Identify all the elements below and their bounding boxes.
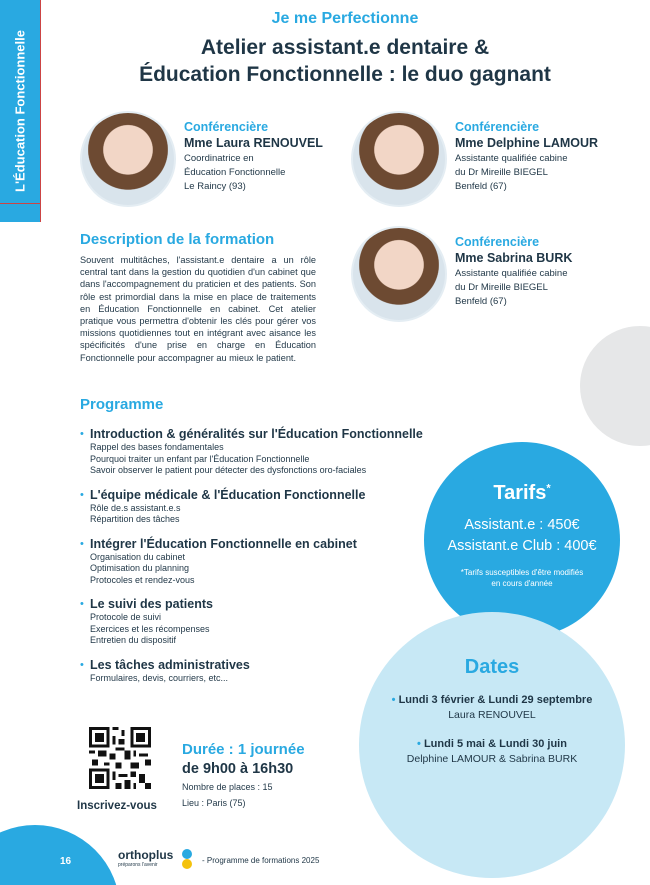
footer-text: - Programme de formations 2025 xyxy=(202,856,320,865)
dates-bubble xyxy=(359,612,625,878)
tarifs-note-line: en cours d'année xyxy=(491,579,553,588)
speaker-photo-lamour xyxy=(351,111,447,207)
programme-item-title: • Introduction & généralités sur l'Éducation Fonctionnelle xyxy=(90,427,423,441)
session-speakers: Laura RENOUVEL xyxy=(448,709,536,721)
tarifs-title: Tarifs* xyxy=(493,482,551,504)
speaker-role: Conférencière xyxy=(184,120,269,134)
speaker-detail: Éducation Fonctionnelle xyxy=(184,167,286,178)
brand-dots-icon xyxy=(178,848,196,870)
speaker-photo-burk xyxy=(351,226,447,322)
programme-sub: Optimisation du planning xyxy=(90,563,190,573)
qr-code[interactable] xyxy=(89,727,151,789)
programme-sub: Formulaires, devis, courriers, etc... xyxy=(90,672,229,683)
speaker-detail: Coordinatrice en xyxy=(184,153,254,164)
tarifs-note xyxy=(424,567,620,589)
session-date: • Lundi 3 février & Lundi 29 septembre xyxy=(391,694,593,706)
decorative-bubble xyxy=(580,326,650,446)
duration-hours: de 9h00 à 16h30 xyxy=(182,761,294,777)
session-date: • Lundi 5 mai & Lundi 30 juin xyxy=(417,738,567,750)
programme-sub: Rappel des bases fondamentales xyxy=(90,442,224,452)
speaker-burk xyxy=(455,235,572,309)
programme-sub: Exercices et les récompenses xyxy=(90,623,210,634)
programme-sub: Pourquoi traiter un enfant par l'Éducation Fonctionnelle xyxy=(90,453,310,464)
speaker-name: Mme Laura RENOUVEL xyxy=(184,136,323,150)
speaker-name: Mme Sabrina BURK xyxy=(455,251,573,265)
title-line-1: Atelier assistant.e dentaire & xyxy=(200,36,490,59)
tarifs-note-line: *Tarifs susceptibles d'être modifiés xyxy=(460,568,584,577)
tarifs-asterisk: * xyxy=(546,482,551,495)
speaker-detail: Benfeld (67) xyxy=(455,181,507,192)
description-heading: Description de la formation xyxy=(80,231,275,248)
speaker-name: Mme Delphine LAMOUR xyxy=(455,136,599,150)
programme-item xyxy=(80,426,460,477)
speaker-role: Conférencière xyxy=(455,120,540,134)
dates-title: Dates xyxy=(464,656,520,678)
programme-sub: Rôle de.s assistant.e.s xyxy=(90,502,181,513)
speaker-renouvel xyxy=(184,120,323,194)
tarifs-bubble xyxy=(424,442,620,638)
speaker-detail: Benfeld (67) xyxy=(455,296,507,307)
corner-decoration xyxy=(0,825,120,885)
programme-sub: Protocoles et rendez-vous xyxy=(90,574,195,585)
speaker-lamour xyxy=(455,120,598,194)
programme-sub: Savoir observer le patient pour détecter des dysfonctions oro-faciales xyxy=(90,465,367,475)
page-kicker: Je me Perfectionne xyxy=(271,10,419,27)
speaker-role: Conférencière xyxy=(455,235,540,249)
page-number: 16 xyxy=(60,856,72,867)
programme-item-title: • L'équipe médicale & l'Éducation Fonctionnelle xyxy=(90,487,366,502)
programme-item-title: • Intégrer l'Éducation Fonctionnelle en cabinet xyxy=(90,536,357,551)
places-count: Nombre de places : 15 xyxy=(182,782,273,792)
speaker-detail: Assistante qualifiée cabine xyxy=(455,153,568,164)
title-line-2: Éducation Fonctionnelle : le duo gagnant xyxy=(139,63,551,86)
description-text: Souvent multitâches, l'assistant.e dentaire a un rôle central tant dans la gestion du quotidien d'un cabinet que dans l'accompagnement du praticien et des patients. Son rôle est primordial dans la mise en place de traitements en Éducation Fonctionnelle en cabinet. Cet atelier pratique vous permettra d'obtenir les clés pour gérer vos missions quotidiennes tout en intégrant avec aisance les spécificités d'une prise en charge en Éducation Fonctionnelle pour accompagner au mieux le patient. xyxy=(80,255,316,363)
duration-block xyxy=(182,740,362,811)
programme-heading: Programme xyxy=(80,396,164,413)
programme-sub: Répartition des tâches xyxy=(90,514,180,524)
location: Lieu : Paris (75) xyxy=(182,798,246,808)
brand-logo: orthoplus xyxy=(118,848,174,862)
side-tab-label: L'Éducation Fonctionnelle xyxy=(12,30,28,192)
programme-sub: Entretien du dispositif xyxy=(90,635,177,645)
programme-item xyxy=(80,536,460,587)
brand-tagline: préparons l'avenir xyxy=(118,862,158,868)
programme-item-title: • Le suivi des patients xyxy=(90,597,213,611)
session-speakers: Delphine LAMOUR & Sabrina BURK xyxy=(406,753,578,765)
speaker-detail: du Dr Mireille BIEGEL xyxy=(455,167,548,178)
signup-label[interactable]: Inscrivez-vous xyxy=(77,800,157,812)
programme-item xyxy=(80,487,460,526)
programme-sub: Protocole de suivi xyxy=(90,612,162,622)
side-divider-top xyxy=(0,203,40,204)
programme-sub: Organisation du cabinet xyxy=(90,551,186,562)
dates-group xyxy=(359,693,625,767)
programme-item xyxy=(80,596,460,647)
speaker-detail: Le Raincy (93) xyxy=(184,181,246,192)
duration-title: Durée : 1 journée xyxy=(182,741,305,758)
speaker-detail: Assistante qualifiée cabine xyxy=(455,268,568,279)
programme-item-title: • Les tâches administratives xyxy=(90,657,250,672)
tarifs-prices xyxy=(424,515,620,557)
price-assistant: Assistant.e : 450€ xyxy=(464,517,580,533)
speaker-photo-renouvel xyxy=(80,111,176,207)
speaker-detail: du Dr Mireille BIEGEL xyxy=(455,282,548,293)
price-club: Assistant.e Club : 400€ xyxy=(447,538,597,554)
page-title xyxy=(0,34,650,88)
